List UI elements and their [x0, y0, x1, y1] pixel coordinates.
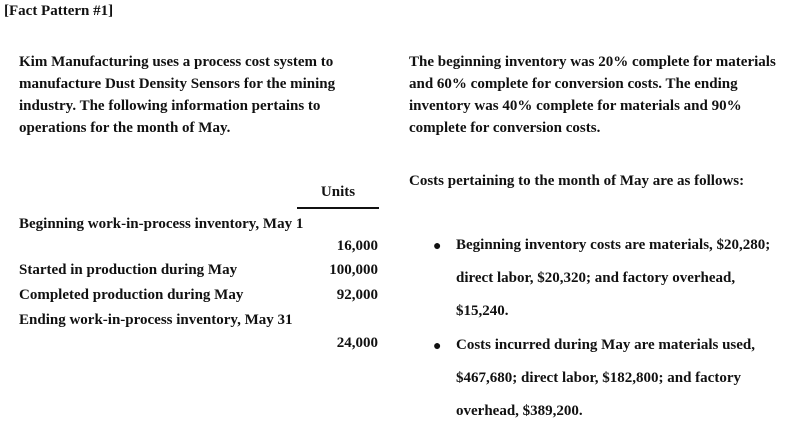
costs-intro: Costs pertaining to the month of May are as follows: [409, 173, 745, 189]
bullet-icon: ● [433, 239, 442, 254]
bullet-costs-incurred: Costs incurred during May are materials used, $467,680; direct labor, $182,800; and factory overhead, $389,200. [456, 337, 756, 419]
units-row-value-started: 100,000 [329, 262, 378, 278]
units-row-label-beginning-wip: Beginning work-in-process inventory, May 1 [19, 216, 304, 232]
bullet-beginning-inventory-costs: Beginning inventory costs are materials, $20,280; direct labor, $20,320; and factory overhead, $15,240. [456, 237, 771, 319]
company-description: Kim Manufacturing uses a process cost system to manufacture Dust Density Sensors for the mining industry. The following information pertains to operations for the month of May. [19, 54, 336, 136]
fact-pattern-title: [Fact Pattern #1] [4, 3, 114, 19]
units-row-value-ending-wip: 24,000 [336, 335, 378, 351]
completion-percentages: The beginning inventory was 20% complete for materials and 60% complete for conversion costs. The ending inventory was 40% complete for materials and 90% complete for conversion costs. [409, 54, 776, 136]
units-row-value-completed: 92,000 [336, 287, 378, 303]
units-column-header: Units [320, 184, 356, 200]
bullet-icon: ● [433, 339, 442, 354]
units-row-value-beginning-wip: 16,000 [336, 238, 378, 254]
units-row-label-completed: Completed production during May [19, 287, 244, 303]
units-row-label-ending-wip: Ending work-in-process inventory, May 31 [19, 312, 293, 328]
units-header-underline [297, 207, 379, 209]
units-row-label-started: Started in production during May [19, 262, 238, 278]
